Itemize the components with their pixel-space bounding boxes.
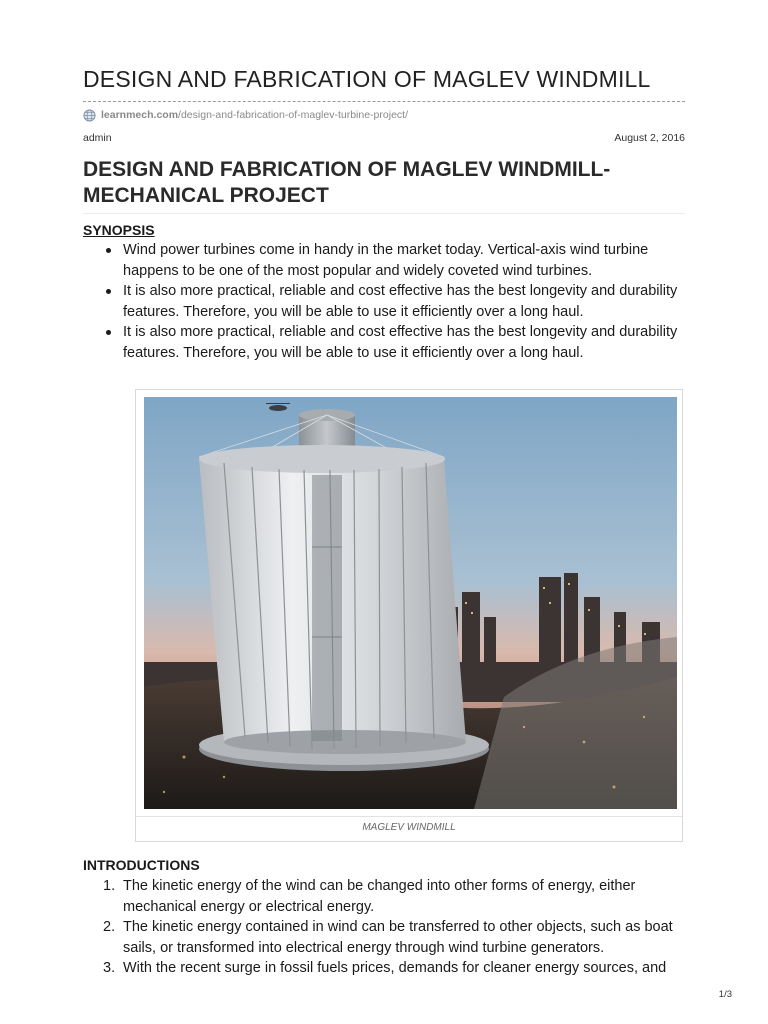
list-item-text: With the recent surge in fossil fuels prices, demands for cleaner energy sources, and — [123, 960, 667, 976]
source-domain: learnmech.com — [101, 109, 179, 121]
bullet-dot — [106, 289, 111, 294]
figure — [135, 389, 683, 842]
list-item-text: The kinetic energy contained in wind can be transferred to other objects, such as boat sails, or transformed into electrical energy through wind turbine generators. — [123, 919, 673, 956]
bullet-dot — [106, 330, 111, 335]
list-item-text: The kinetic energy of the wind can be changed into other forms of energy, either mechanical energy or electrical energy. — [123, 878, 636, 915]
maglev-windmill-image — [144, 397, 677, 809]
heading-divider — [83, 213, 685, 214]
synopsis-heading: SYNOPSIS — [83, 222, 155, 238]
introductions-heading: INTRODUCTIONS — [83, 857, 200, 873]
list-item-text: It is also more practical, reliable and cost effective has the best longevity and durability features. Therefore, you will be able to use it efficiently over a long haul. — [123, 324, 678, 361]
caption-divider — [136, 816, 682, 817]
publish-date: August 2, 2016 — [614, 132, 685, 144]
bullet-dot — [106, 248, 111, 253]
article-heading: DESIGN AND FABRICATION OF MAGLEV WINDMILL-MECHANICAL PROJECT — [83, 158, 611, 207]
list-item — [83, 958, 685, 979]
source-link[interactable] — [83, 108, 408, 122]
list-item — [83, 281, 685, 322]
list-item — [83, 876, 685, 917]
title-divider — [83, 101, 685, 102]
author: admin — [83, 132, 112, 144]
synopsis-list — [83, 240, 685, 363]
globe-icon — [83, 109, 96, 122]
list-item-text: Wind power turbines come in handy in the market today. Vertical-axis wind turbine happens to be one of the most popular and widely coveted wind turbines. — [123, 242, 649, 279]
list-item — [83, 322, 685, 363]
list-number: 1. — [103, 878, 116, 894]
list-item-text: It is also more practical, reliable and cost effective has the best longevity and durability features. Therefore, you will be able to use it efficiently over a long haul. — [123, 283, 678, 320]
list-item — [83, 240, 685, 281]
figure-caption: MAGLEV WINDMILL — [362, 822, 456, 833]
list-number: 3. — [103, 960, 116, 976]
list-item — [83, 917, 685, 958]
source-path: /design-and-fabrication-of-maglev-turbine-project/ — [178, 109, 408, 121]
list-number: 2. — [103, 919, 116, 935]
page-title: DESIGN AND FABRICATION OF MAGLEV WINDMILL — [83, 66, 651, 92]
introductions-list — [83, 876, 685, 979]
page-number: 1/3 — [718, 989, 732, 1000]
